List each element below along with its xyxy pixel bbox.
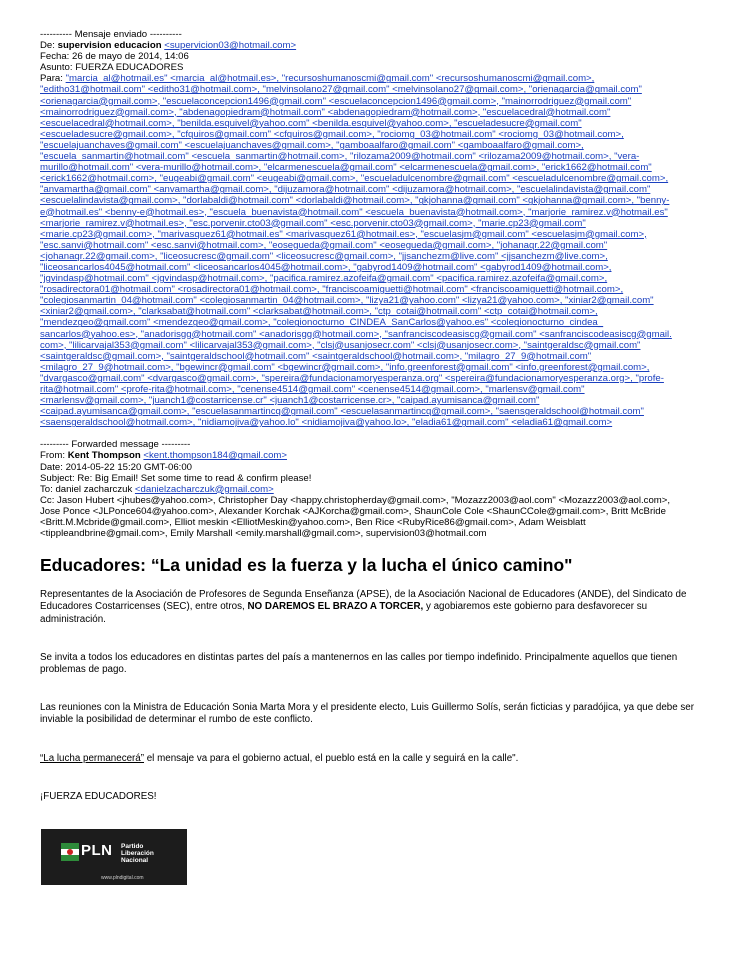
fw-from-label: From:: [40, 450, 68, 462]
forwarded-header: [40, 439, 720, 539]
p4-underlined-quote: “La lucha permanecerá”: [40, 752, 145, 764]
recipient-line[interactable]: "dvargasco@gmail.com" <dvargasco@gmail.com>, "spereira@fundacionamoryesperanza.org" <spereira@fundacionamoryesperanza.org>, "profe-: [40, 372, 664, 384]
recipient-line[interactable]: com>, "lilicarvajal353@gmail.com" <lilicarvajal353@gmail.com>, "clsj@usanjosecr.com" <clsj@usanjosecr.com>, "saintgeraldsc@gmail.com": [40, 339, 641, 351]
recipient-line[interactable]: "jgvindasp@hotmail.com" <jgvindasp@hotmail.com>, "pacifica.ramirez.azofeifa@gmail.com" <pacifica.ramirez.azofeifa@gmail.com>,: [40, 273, 608, 285]
sent-separator: ---------- Mensaje enviado ----------: [40, 29, 182, 40]
recipient-line[interactable]: <erick1662@hotmail.com>, "eugeabi@gmail.com" <eugeabi@gmail.com>, "escueladulcenombre@gmail.com" <escueladulcenombre@gmail.com>,: [40, 173, 669, 185]
recipient-line[interactable]: <milagro_27_9@hotmail.com>, "bgewincr@gmail.com" <bgewincr@gmail.com>, "info.greenforest@gmail.com" <info.greenforest@gmail.com>,: [40, 361, 650, 373]
recipient-line[interactable]: <escuelacedral@hotmail.com>, "benilda.esquivel@yahoo.com" <benilda.esquivel@yahoo.com>, "escueladesucre@gmail.com": [40, 117, 582, 129]
flag-icon: [61, 843, 79, 861]
from-name: supervision educacion: [57, 40, 162, 52]
fw-to-email-link[interactable]: <danielzacharczuk@gmail.com>: [134, 483, 274, 495]
fw-cc-line: <Britt.M.Mcbride@gmail.com>, Elliot meskin <ElliotMeskin@yahoo.com>, Ben Rice <RubyRice86@gmail.com>, Adam Weisblatt: [40, 517, 586, 529]
fw-cc-line: Jose Ponce <JLPonce604@yahoo.com>, Alexander Korchak <AJKorcha@gmail.com>, ShaunCole Cole <ShaunCCole@gmail.com>, Britt McBride: [40, 505, 666, 517]
from-line: [40, 40, 720, 51]
to-label: Para:: [40, 73, 66, 85]
fw-from-email-link[interactable]: <kent.thompson184@gmail.com>: [143, 450, 288, 462]
recipient-emails[interactable]: "marcia_al@hotmail.es" <marcia_al@hotmail.es>, "recursoshumanoscmi@gmail.com" <recursoshumanoscmi@gmail.com>,: [65, 73, 595, 85]
paragraph-4: [40, 753, 705, 765]
recipient-list: [40, 73, 720, 428]
recipient-line[interactable]: <saensgeraldschool@hotmail.com>, "nidiamojiva@yahoo.lo" <nidiamojiva@yahoo.lo>, "eladia61@gmail.com" <eladia61@gmail.com>: [40, 417, 613, 429]
recipient-line[interactable]: sancarlos@yahoo.es>, "anadorisgg@hotmail.com" <anadorisgg@hotmail.com>, "sanfranciscodeasiscg@gmail.com" <sanfranciscodeasiscg@gmail.: [40, 328, 672, 340]
paragraph-5: ¡FUERZA EDUCADORES!: [40, 790, 157, 802]
paragraph-1: [40, 589, 705, 626]
recipient-line[interactable]: "escuela_sanmartin@hotmail.com" <escuela_sanmartin@hotmail.com>, "rilozama2009@hotmail.com" <rilozama2009@hotmail.com>, "vera-: [40, 151, 640, 163]
recipient-line[interactable]: <caipad.ayumisanca@gmail.com>, "escuelasanmartincq@gmail.com" <escuelasanmartincq@gmail.com>, "saensgeraldschool@hotmail.com": [40, 406, 644, 418]
recipient-line[interactable]: "mendezgeo@gmail.com" <mendezgeo@gmail.com>, "colegionocturno_CINDEA_SanCarlos@yahoo.es" <colegionocturno_cindea_: [40, 317, 604, 329]
recipient-line[interactable]: "anvamartha@gmail.com" <anvamartha@gmail.com>, "dijuzamora@hotmail.com" <dijuzamora@hotmail.com>, "escuelalindavista@gmail.com": [40, 184, 651, 196]
recipient-line[interactable]: "escuelajuanchaves@gmail.com" <escuelajuanchaves@gmail.com>, "gamboaalfaro@gmail.com" <gamboaalfaro@gmail.com>,: [40, 139, 584, 151]
recipient-line[interactable]: <marlensv@gmail.com>, "juanch1@costarricense.cr" <juanch1@costarricense.cr>, "caipad.ayumisanca@gmail.com": [40, 395, 540, 407]
article-title: Educadores: “La unidad es la fuerza y la lucha el único camino": [40, 555, 573, 576]
p1-text: Representantes de la Asociación de Profesores de Segunda Enseñanza (APSE), de la Asociación Nacional de Educadores (ANDE), del Sindicato de Educadores Costarricenses (SEC), entre otros,: [40, 589, 687, 613]
recipient-line[interactable]: <orienagarcia@gmail.com>, "escuelaconcepcion1496@gmail.com" <escuelaconcepcion1496@gmail.com>, "mainorrodriguez@gmail.com": [40, 95, 632, 107]
recipient-line[interactable]: "liceosancarlos4045@hotmail.com" <liceosancarlos4045@hotmail.com>, "gabyrod1409@hotmail.com" <gabyrod1409@hotmail.com>,: [40, 261, 612, 273]
recipient-line[interactable]: "editho31@hotmail.com" <editho31@hotmail.com>, "melvinsolano27@gmail.com" <melvinsolano27@gmail.com>, "orienagarcia@gmail.com": [40, 84, 642, 96]
recipient-line[interactable]: <marjorie_ramirez.v@hotmail.es>, "esc.porvenir.cto03@gmail.com" <esc.porvenir.cto03@gmail.com>, "marie.cp23@gmail.com": [40, 217, 586, 229]
recipient-line[interactable]: <mainorrodriguez@gmail.com>, "abdenagopiedram@hotmail.com" <abdenagopiedram@hotmail.com>, "escuelacedral@hotmail.com": [40, 106, 611, 118]
p1-text-end: y agobiaremos este gobierno para desfavorecer su administración.: [40, 601, 648, 625]
fw-to-label: To: daniel zacharczuk: [40, 483, 135, 495]
p4-text: el mensaje va para el gobierno actual, el pueblo está en la calle y seguirá en la calle".: [144, 752, 519, 764]
recipient-line[interactable]: <marie.cp23@gmail.com>, "marivasquez61@hotmail.es" <marivasquez61@hotmail.es>, "escuelasjm@gmail.com" <escuelasjm@gmail.com>,: [40, 228, 647, 240]
recipient-line: [40, 73, 720, 84]
recipient-line[interactable]: "rosadirectora01@hotmail.com" <rosadirectora01@hotmail.com>, "franciscoamiguetti@hotmail.com" <franciscoamiguetti@hotmail.com>,: [40, 284, 624, 296]
from-email-link[interactable]: <supervicion03@hotmail.com>: [164, 40, 297, 52]
fw-from-name: Kent Thompson: [67, 450, 141, 462]
recipient-line[interactable]: murillo@hotmail.com" <vera-murillo@hotmail.com>, "elcarmenescuela@gmail.com" <elcarmenescuela@gmail.com>, "erick1662@hotmail.com": [40, 162, 652, 174]
p1-bold-text: NO DAREMOS EL BRAZO A TORCER,: [247, 601, 424, 613]
logo-sub-text: Liberación: [121, 850, 154, 857]
email-document: [40, 29, 720, 881]
fw-from-line: [40, 450, 720, 461]
pln-logo: [41, 829, 187, 885]
fw-date-line: Date: 2014-05-22 15:20 GMT-06:00: [40, 461, 192, 473]
logo-sub-text: Partido: [121, 843, 144, 850]
recipient-line[interactable]: <saintgeraldsc@gmail.com>, "saintgeraldschool@hotmail.com" <saintgeraldschool@hotmail.com>, "milagro_27_9@hotmail.com": [40, 350, 592, 362]
paragraph-3: Las reuniones con la Ministra de Educación Sonia Marta Mora y el presidente electo, Luis Guillermo Solís, serán ficticias y paradójica, ya que debe ser inviable la posibilidad de determinar el rumbo de este conflicto.: [40, 702, 695, 726]
logo-sub-text: Nacional: [121, 857, 149, 864]
date-line: Fecha: 26 de mayo de 2014, 14:06: [40, 51, 189, 63]
subject-line: Asunto: FUERZA EDUCADORES: [40, 62, 184, 74]
recipient-line[interactable]: rita@hotmail.com" <profe-rita@hotmail.com>, "cenense4514@gmail.com" <cenense4514@gmail.com>, "marlensv@gmail.com": [40, 384, 585, 395]
fw-to-line: [40, 484, 720, 495]
fw-cc-line: Cc: Jason Hubert <jhubes@yahoo.com>, Christopher Day <happy.christopherday@gmail.com>, "Mozazz2003@aol.com" <Mozazz2003@aol.com>,: [40, 494, 671, 506]
recipient-line[interactable]: "colegiosanmartin_04@hotmail.com" <colegiosanmartin_04@hotmail.com>, "lizya21@yahoo.com" <lizya21@yahoo.com>, "xiniar2@gmail.com": [40, 295, 654, 307]
recipient-line[interactable]: <johanaqr.22@gmail.com>, "liceosucresc@gmail.com" <liceosucresc@gmail.com>, "jjsanchezm@live.com" <jjsanchezm@live.com>,: [40, 250, 608, 262]
recipient-line[interactable]: <escuelalindavista@gmail.com>, "dorlabaldi@hotmail.com" <dorlabaldi@hotmail.com>, "gkjohanna@gmail.com" <gkjohanna@gmail.com>, "benny-: [40, 195, 670, 207]
fw-subject-line: Subject: Re: Big Email! Set some time to read & confirm please!: [40, 472, 312, 484]
recipient-line[interactable]: "esc.sanvi@hotmail.com" <esc.sanvi@hotmail.com>, "eosegueda@gmail.com" <eosegueda@gmail.com>, "johanaqr.22@gmail.com": [40, 239, 608, 251]
fw-cc-line: <tippleandbrine@gmail.com>, Emily Marshall <emily.marshall@gmail.com>, supervision03@hotmail.com: [40, 528, 487, 540]
paragraph-2: Se invita a todos los educadores en distintas partes del país a mantenernos en las calles por tiempo indefinido. Principalmente aquellos que tienen problemas de pago.: [40, 651, 678, 676]
logo-url: www.plndigital.com: [101, 875, 144, 881]
forward-separator: --------- Forwarded message ---------: [40, 439, 191, 451]
recipient-line[interactable]: <escueladesucre@gmail.com>, "cfquiros@gmail.com" <cfquiros@gmail.com>, "rociomg_03@hotmail.com" <rociomg_03@hotmail.com>,: [40, 128, 624, 140]
recipient-line[interactable]: e@hotmail.es" <benny-e@hotmail.es>, "escuela_buenavista@hotmail.com" <escuela_buenavista@hotmail.com>, "marjorie_ramirez.v@hotmail.es": [40, 206, 668, 218]
from-label: De:: [40, 40, 58, 52]
logo-text: PLN: [81, 842, 113, 859]
recipient-line[interactable]: <xiniar2@gmail.com>, "clarksabat@hotmail.com" <clarksabat@hotmail.com>, "ctp_cotai@hotmail.com" <ctp_cotai@hotmail.com>,: [40, 306, 598, 318]
